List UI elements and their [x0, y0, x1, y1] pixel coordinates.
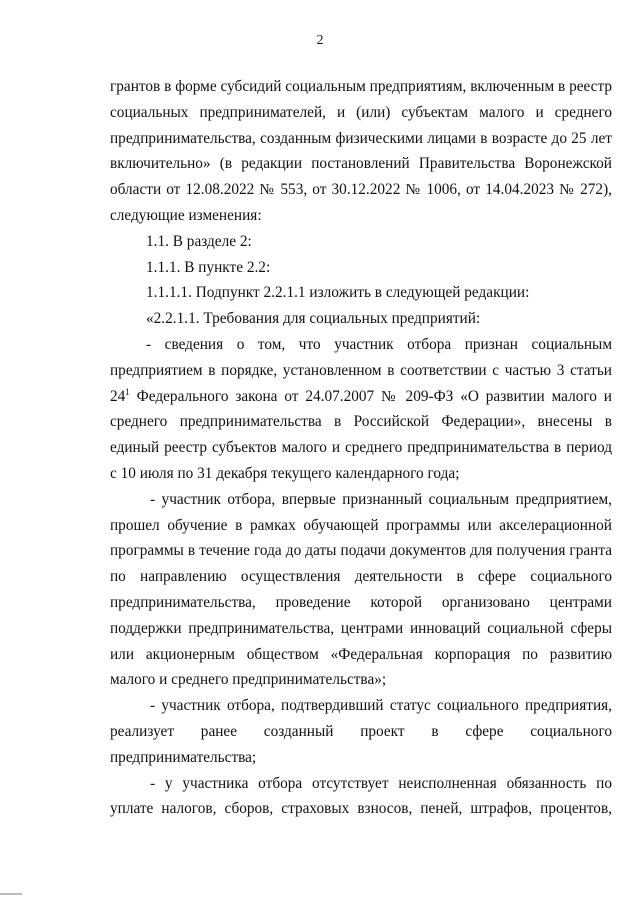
requirement-registry-text-a: - сведения о том, что участник отбора признан социальным предприятием в порядке, установленном в соответствии с частью 3 статьи 24	[110, 335, 612, 405]
paragraph-intro: грантов в форме субсидий социальным предприятиям, включенным в реестр социальных предпринимателей, и (или) субъектам малого и среднего предпринимательства, созданным физическими лицами в возрасте до 25 лет включительно» (в редакции постановлений Правительства Воронежской области от 12.08.2022 № 553, от 30.12.2022 № 1006, от 14.04.2023 № 272), следующие изменения:	[110, 78, 612, 224]
paragraph-requirement-project: - участник отбора, подтвердивший статус социального предприятия, реализует ранее созданный проект в сфере социального предпринимательства;	[110, 697, 612, 766]
superscript-marker: 1	[125, 386, 130, 397]
paragraph-section-1-1-1: 1.1.1. В пункте 2.2:	[146, 258, 271, 276]
scan-edge-mark	[0, 893, 22, 895]
paragraph-requirement-registry	[110, 332, 612, 487]
paragraph-section-1-1-1-1: 1.1.1.1. Подпункт 2.2.1.1 изложить в следующей редакции:	[146, 284, 530, 302]
requirement-registry-text-b: Федерального закона от 24.07.2007 № 209-ФЗ «О развитии малого и среднего предпринимательства в Российской Федерации», внесены в единый реестр субъектов малого и среднего предпринимательства в период с 10 июля по 31 декабря текущего календарного года;	[110, 387, 612, 482]
paragraph-quote-start: «2.2.1.1. Требования для социальных предприятий:	[146, 310, 481, 328]
document-body	[110, 74, 612, 822]
paragraph-section-1-1: 1.1. В разделе 2:	[146, 232, 252, 250]
page-number: 2	[316, 33, 324, 48]
paragraph-requirement-taxes: - у участника отбора отсутствует неисполненная обязанность по уплате налогов, сборов, страховых взносов, пеней, штрафов, процентов,	[110, 774, 612, 818]
paragraph-requirement-training: - участник отбора, впервые признанный социальным предприятием, прошел обучение в рамках обучающей программы или акселерационной программы в течение года до даты подачи документов для получения гранта по направлению осуществления деятельности в сфере социального предпринимательства, проведение которой организовано центрами поддержки предпринимательства, центрами инноваций социальной сферы или акционерным обществом «Федеральная корпорация по развитию малого и среднего предпринимательства»;	[110, 490, 612, 689]
